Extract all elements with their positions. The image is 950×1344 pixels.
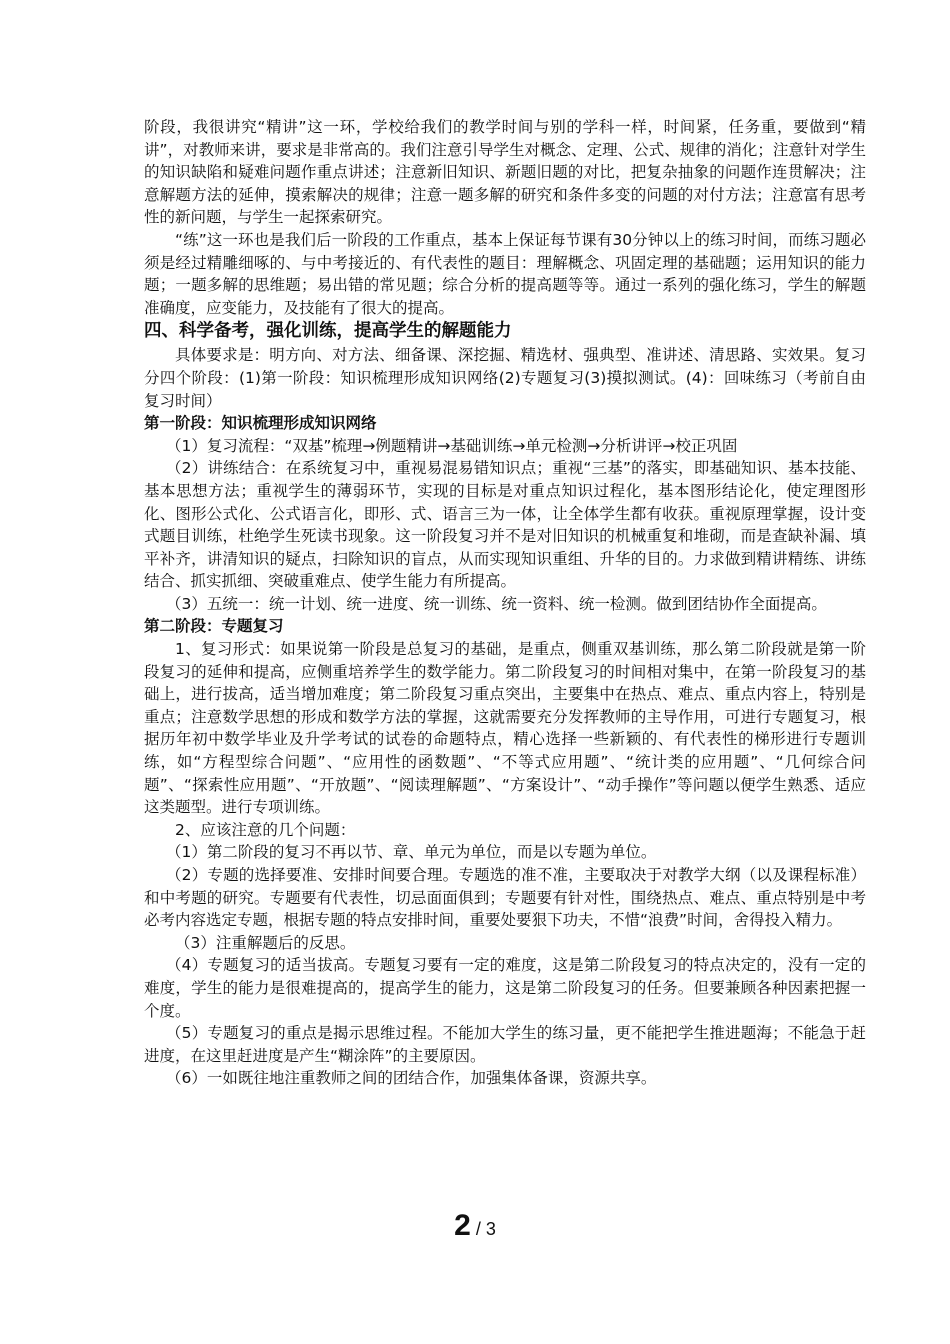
stage-2-note: （3）注重解题后的反思。 bbox=[175, 933, 356, 952]
stage-2-note: （5）专题复习的重点是揭示思维过程。不能加大学生的练习量，更不能把学生推进题海；不能急于赶进度，在这里赶进度是产生“糊涂阵”的主要原因。 bbox=[144, 1024, 866, 1065]
stage-2-note: （2）专题的选择要准、安排时间要合理。专题选的准不准，主要取决于对教学大纲（以及课程标准）和中考题的研究。专题要有代表性，切忌面面俱到；专题要有针对性，围绕热点、难点、重点特别是中考必考内容选定专题，根据专题的特点安排时间，重要处要狠下功夫，不惜“浪费”时间，舍得投入精力。 bbox=[144, 866, 866, 930]
stage-1-heading: 第一阶段：知识梳理形成知识网络 bbox=[144, 414, 377, 433]
stage-2-note: （1）第二阶段的复习不再以节、章、单元为单位，而是以专题为单位。 bbox=[166, 843, 657, 862]
stage-2-note: （6）一如既往地注重教师之间的团结合作，加强集体备课，资源共享。 bbox=[166, 1069, 657, 1088]
page-current: 2 bbox=[454, 1209, 471, 1242]
document-body bbox=[144, 116, 866, 1090]
stage-1-item: （1）复习流程：“双基”梳理→例题精讲→基础训练→单元检测→分析讲评→校正巩固 bbox=[166, 436, 738, 455]
page-number bbox=[0, 1209, 950, 1243]
stage-1-item: （3）五统一：统一计划、统一进度、统一训练、统一资料、统一检测。做到团结协作全面提高。 bbox=[166, 594, 827, 613]
paragraph-lian: “练”这一环也是我们后一阶段的工作重点，基本上保证每节课有30分钟以上的练习时间，而练习题必须是经过精雕细啄的、与中考接近的、有代表性的题目：理解概念、巩固定理的基础题；运用知识的能力题；一题多解的思维题；易出错的常见题；综合分析的提高题等等。通过一系列的强化练习，学生的解题准确度，应变能力，及技能有了很大的提高。 bbox=[144, 230, 866, 317]
page-separator: / bbox=[470, 1219, 486, 1239]
paragraph-jingjiang: 阶段，我很讲究“精讲”这一环，学校给我们的教学时间与别的学科一样，时间紧，任务重，要做到“精讲”，对教师来讲，要求是非常高的。我们注意引导学生对概念、定理、公式、规律的消化；注意针对学生的知识缺陷和疑难问题作重点讲述；注意新旧知识、新题旧题的对比，把复杂抽象的问题作连贯解决；注意解题方法的延伸，摸索解决的规律；注意一题多解的研究和条件多变的问题的对付方法；注意富有思考性的新问题，与学生一起探索研究。 bbox=[144, 118, 866, 227]
section-heading-4: 四、科学备考，强化训练，提高学生的解题能力 bbox=[144, 321, 512, 342]
stage-2-notes-title: 2、应该注意的几个问题： bbox=[175, 820, 356, 839]
stage-2-note: （4）专题复习的适当拔高。专题复习要有一定的难度，这是第二阶段复习的特点决定的，没有一定的难度，学生的能力是很难提高的，提高学生的能力，这是第二阶段复习的任务。但要兼顾各种因素把握一个度。 bbox=[144, 956, 866, 1020]
page-total: 3 bbox=[485, 1219, 496, 1239]
stage-2-form: 1、复习形式：如果说第一阶段是总复习的基础，是重点，侧重双基训练，那么第二阶段就是第一阶段复习的延伸和提高，应侧重培养学生的数学能力。第二阶段复习的时间相对集中，在第一阶段复习的基础上，进行拔高，适当增加难度；第二阶段复习重点突出，主要集中在热点、难点、重点内容上，特别是重点；注意数学思想的形成和数学方法的掌握，这就需要充分发挥教师的主导作用，可进行专题复习，根据历年初中数学毕业及升学考试的试卷的命题特点，精心选择一些新颖的、有代表性的梯形进行专题训练，如“方程型综合问题”、“应用性的函数题”、“不等式应用题”、“统计类的应用题”、“几何综合问题”、“探索性应用题”、“开放题”、“阅读理解题”、“方案设计”、“动手操作”等问题以便学生熟悉、适应这类题型。进行专项训练。 bbox=[144, 640, 866, 817]
section-4-intro: 具体要求是：明方向、对方法、细备课、深挖掘、精选材、强典型、准讲述、清思路、实效果。复习分四个阶段：(1)第一阶段：知识梳理形成知识网络(2)专题复习(3)摸拟测试。(4)：回味练习（考前自由复习时间） bbox=[144, 346, 866, 410]
stage-1-item: （2）讲练结合：在系统复习中，重视易混易错知识点；重视“三基”的落实，即基础知识、基本技能、基本思想方法；重视学生的薄弱环节，实现的目标是对重点知识过程化，基本图形结论化，使定理图形化、图形公式化、公式语言化，即形、式、语言三为一体，让全体学生都有收获。重视原理掌握，设计变式题目训练，杜绝学生死读书现象。这一阶段复习并不是对旧知识的机械重复和堆砌，而是查缺补漏、填平补齐，讲清知识的疑点，扫除知识的盲点，从而实现知识重组、升华的目的。力求做到精讲精练、讲练结合、抓实抓细、突破重难点、使学生能力有所提高。 bbox=[144, 459, 866, 591]
stage-2-heading: 第二阶段：专题复习 bbox=[144, 617, 284, 636]
